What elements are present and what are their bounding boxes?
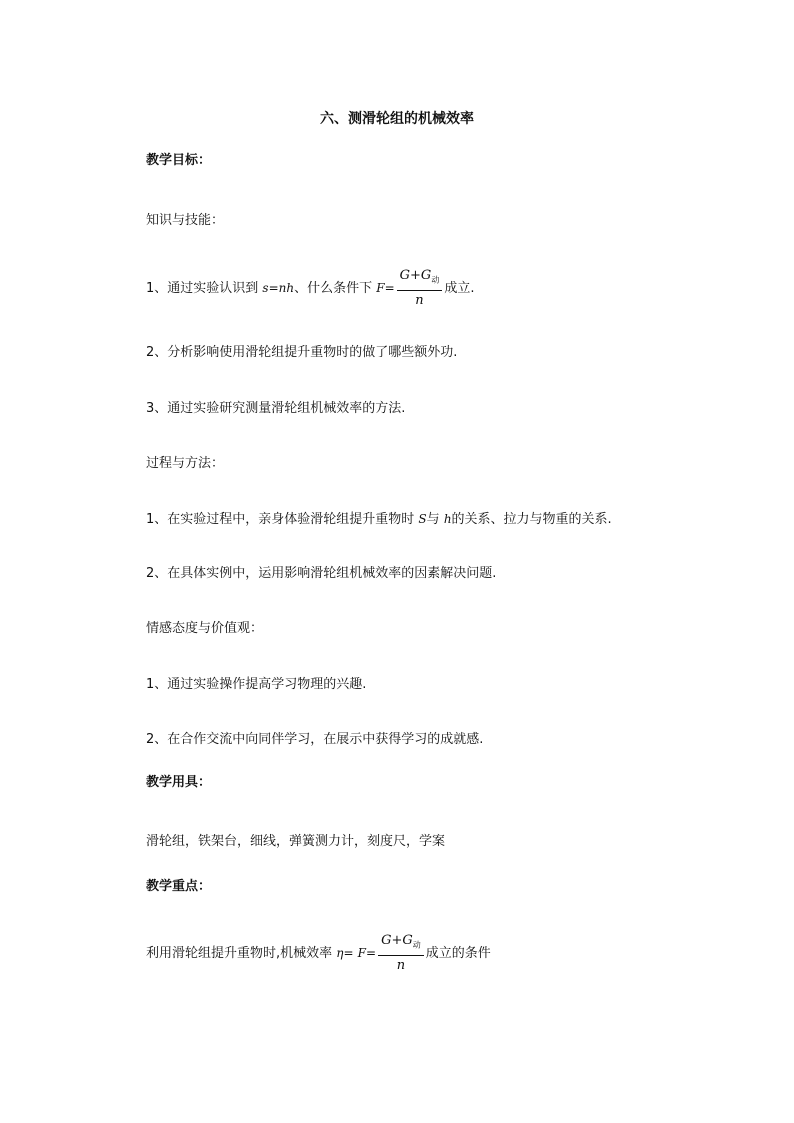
formula-numerator: $G+G_动$ [397, 268, 443, 291]
formula-denominator: n [415, 292, 424, 308]
eta-symbol: η= [336, 945, 354, 960]
knowledge-item-2: 2、分析影响使用滑轮组提升重物时的做了哪些额外功. [146, 345, 458, 360]
emotion-item-2: 2、在合作交流中向同伴学习，在展示中获得学习的成就感. [146, 732, 484, 747]
formula-f-lhs-2: F= [357, 945, 377, 960]
tools-list: 滑轮组，铁架台，细线，弹簧测力计，刻度尺，学案 [146, 834, 446, 849]
focus-item: 利用滑轮组提升重物时,机械效率 η= F= $\frac{G+G_动}{n}$ 成立的条件 [146, 933, 491, 973]
variable-s: S [418, 512, 427, 526]
knowledge-item-1-prefix: 1、通过实验认识到 [146, 280, 259, 296]
knowledge-item-1-suffix: 成立. [444, 280, 475, 296]
formula-fraction [397, 268, 443, 309]
emotion-item-1: 1、通过实验操作提高学习物理的兴趣. [146, 677, 367, 692]
knowledge-item-3: 3、通过实验研究测量滑轮组机械效率的方法. [146, 401, 406, 416]
knowledge-item-1-mid: 、什么条件下 [294, 280, 373, 296]
formula-denominator-2: n [396, 957, 406, 973]
knowledge-item-1 [146, 268, 474, 309]
process-item-2: 2、在具体实例中，运用影响滑轮组机械效率的因素解决问题. [146, 566, 497, 581]
heading-teaching-tools: 教学用具： [146, 775, 212, 790]
subheading-emotion-values: 情感态度与价值观： [146, 621, 264, 636]
formula-fraction-2 [378, 933, 424, 974]
formula-f-lhs: F= [376, 280, 395, 295]
page-title: 六、测滑轮组的机械效率 [320, 111, 474, 127]
heading-teaching-focus: 教学重点： [146, 879, 212, 894]
formula-s-nh: s=nh [262, 280, 295, 295]
formula-numerator-2: $G+G_动$ [378, 933, 424, 956]
subheading-knowledge-skills: 知识与技能： [146, 213, 225, 228]
process-item-1: 1、在实验过程中，亲身体验滑轮组提升重物时 S与 h的关系、拉力与物重的关系. [146, 512, 612, 527]
heading-teaching-goals: 教学目标： [146, 153, 212, 168]
variable-h: h [443, 512, 452, 526]
subheading-process-methods: 过程与方法： [146, 456, 225, 471]
